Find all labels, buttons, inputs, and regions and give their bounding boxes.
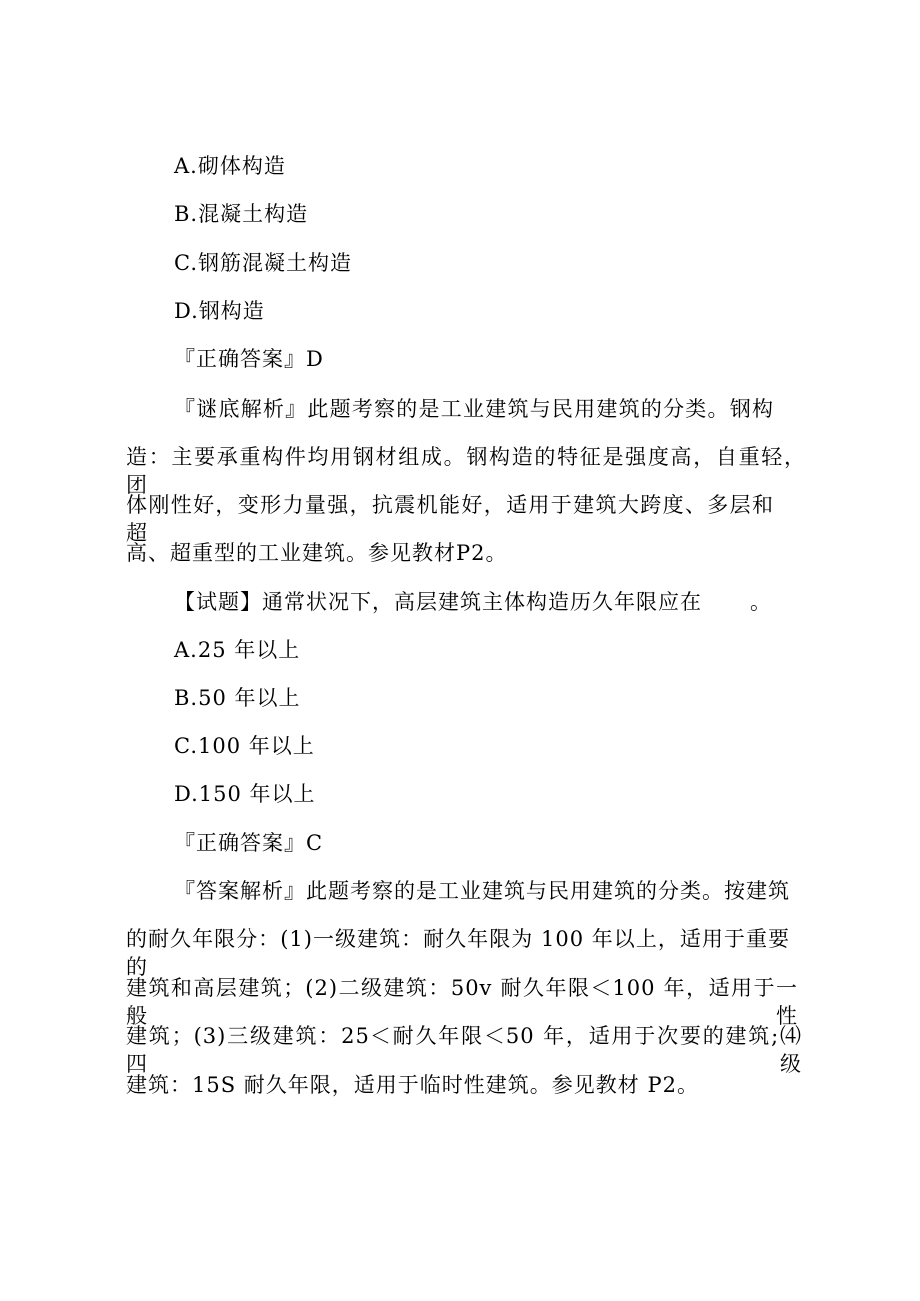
q1-option-d: D.钢构造 (174, 299, 265, 323)
q1-option-c: C.钢筋混凝土构造 (174, 251, 352, 275)
q2-stem (174, 588, 772, 616)
q2-stem-end: 。 (750, 590, 772, 614)
q2-answer: 『正确答案』C (174, 831, 324, 855)
q2-analysis-line-2: 的耐久年限分：(1)一级建筑：耐久年限为 100 年以上，适用于重要的 (126, 927, 790, 979)
q2-analysis-line-5: 建筑：15S 耐久年限，适用于临时性建筑。参见教材 P2。 (126, 1073, 699, 1097)
q2-option-a: A.25 年以上 (174, 638, 301, 662)
q2-analysis-line-1: 『答案解析』此题考察的是工业建筑与民用建筑的分类。按建筑 (174, 879, 790, 903)
q2-option-b: B.50 年以上 (174, 686, 301, 710)
q1-analysis-line-4: 高、超重型的工业建筑。参见教材P2。 (126, 541, 508, 565)
q1-analysis-line-1: 『谜底解析』此题考察的是工业建筑与民用建筑的分类。钢构 (174, 397, 774, 421)
q1-option-a: A.砌体构造 (174, 154, 286, 178)
q2-stem-text: 【试题】通常状况下，高层建筑主体构造历久年限应在 (174, 590, 702, 614)
q1-analysis-line-3: 体刚性好，变形力量强，抗震机能好，适用于建筑大跨度、多层和超 (126, 493, 774, 545)
q2-analysis-line-3: 建筑和高层建筑；(2)二级建筑：50v 耐久年限＜100 年，适用于一般性 (126, 976, 798, 1028)
q1-answer: 『正确答案』D (174, 347, 324, 371)
q2-option-d: D.150 年以上 (174, 782, 316, 806)
q2-option-c: C.100 年以上 (174, 734, 315, 758)
q1-analysis-line-2: 造：主要承重构件均用钢材组成。钢构造的特征是强度高，自重轻，团 (126, 445, 806, 497)
q2-analysis-line-4: 建筑；(3)三级建筑：25＜耐久年限＜50 年，适用于次要的建筑;⑷四级 (126, 1024, 802, 1076)
q1-option-b: B.混凝土构造 (174, 202, 309, 226)
